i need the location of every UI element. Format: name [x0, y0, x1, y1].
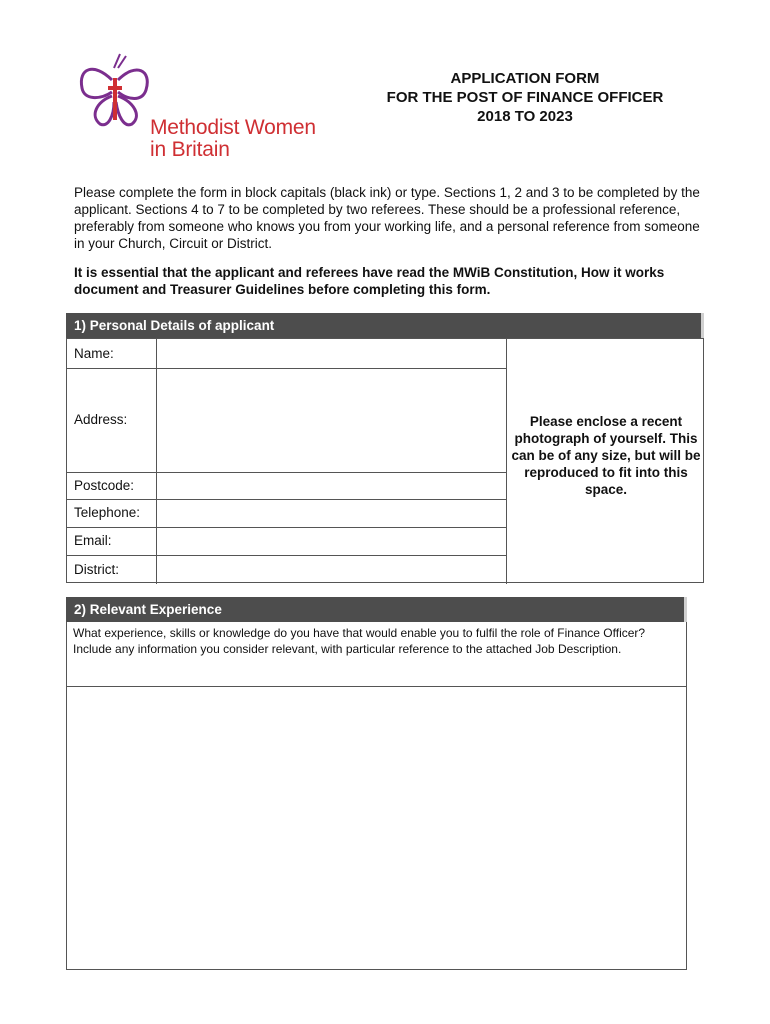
- section1-heading: 1) Personal Details of applicant: [66, 313, 704, 338]
- name-field[interactable]: [157, 339, 506, 368]
- title-line3: 2018 TO 2023: [477, 108, 573, 125]
- title-line2: FOR THE POST OF FINANCE OFFICER: [386, 89, 664, 106]
- title-line1: APPLICATION FORM: [450, 70, 600, 87]
- telephone-field[interactable]: [157, 499, 506, 527]
- intro-paragraph: Please complete the form in block capitals (black ink) or type. Sections 1, 2 and 3 to be completed by the applicant. Sections 4 to 7 to be completed by two referees. These should be a professional reference, preferably from someone who knows you from your working life, and a personal reference from someone in your Church, Circuit or District.: [74, 185, 700, 251]
- page-title: [340, 69, 710, 126]
- district-label: District:: [74, 562, 119, 577]
- experience-question: What experience, skills or knowledge do you have that would enable you to fulfil the role of Finance Officer? Include any information you consider relevant, with particular reference to the attached Job Description.: [66, 622, 687, 687]
- photo-instructions: Please enclose a recent photograph of yourself. This can be of any size, but will be reproduced to fit into this space.: [511, 414, 701, 497]
- section2-heading: 2) Relevant Experience: [66, 597, 687, 622]
- email-field[interactable]: [157, 527, 506, 555]
- methodist-women-logo: [74, 50, 344, 165]
- butterfly-cross-icon: [74, 50, 154, 160]
- email-label: Email:: [74, 533, 112, 548]
- postcode-field[interactable]: [157, 472, 506, 499]
- name-label: Name:: [74, 346, 114, 361]
- intro-notice: It is essential that the applicant and referees have read the MWiB Constitution, How it works document and Treasurer Guidelines before completing this form.: [74, 265, 665, 297]
- experience-answer-field[interactable]: [66, 687, 687, 970]
- telephone-label: Telephone:: [74, 505, 141, 520]
- postcode-label: Postcode:: [74, 478, 135, 493]
- district-field[interactable]: [157, 555, 506, 584]
- address-label: Address:: [74, 412, 128, 427]
- address-field[interactable]: [157, 368, 506, 472]
- personal-details-table: [66, 338, 704, 583]
- logo-text-line2: in Britain: [150, 138, 230, 161]
- logo-text-line1: Methodist Women: [150, 116, 316, 139]
